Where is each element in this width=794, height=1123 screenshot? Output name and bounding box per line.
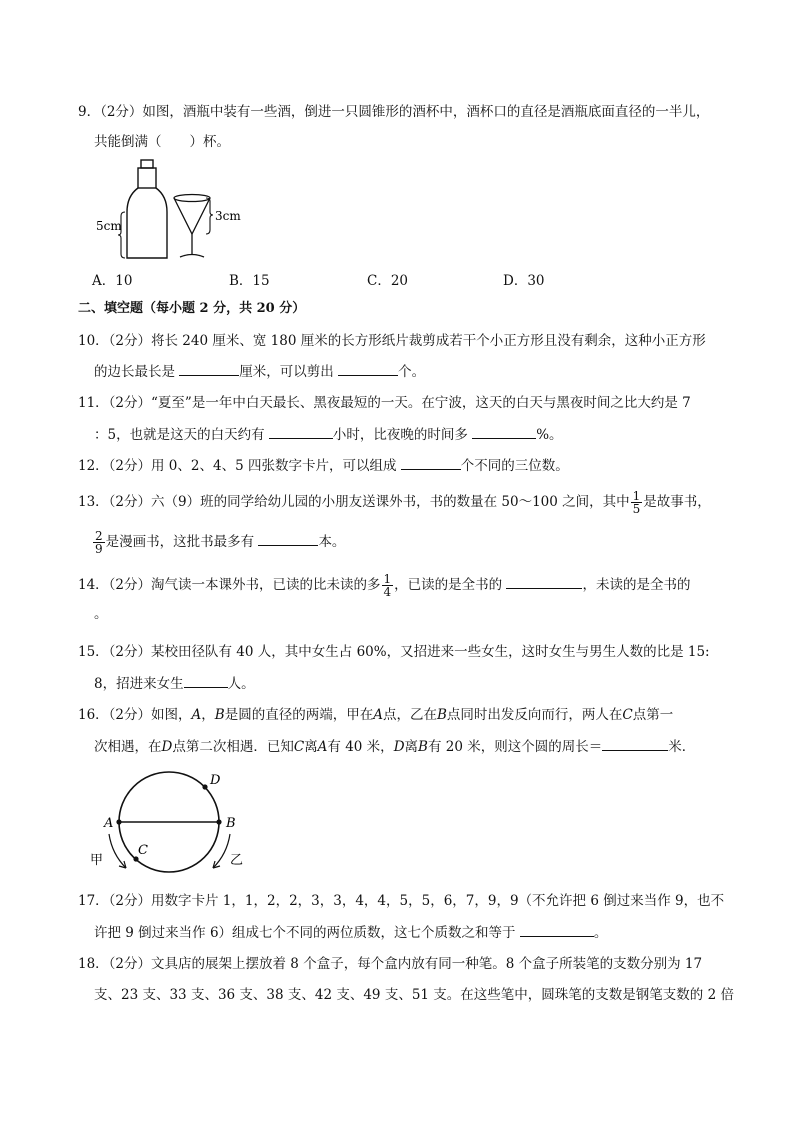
- cone-cup-shape: [174, 195, 210, 258]
- point-b-dot: [216, 819, 221, 824]
- q14-line1: 14．（2分）淘气读一本课外书，已读的比未读的多 $\frac{1}{4}$ ，已读的是全书的 ，未读的是全书的: [78, 572, 691, 599]
- q10-blank-1[interactable]: [179, 362, 239, 376]
- label-b: B: [226, 816, 236, 831]
- q11-line1: 11．（2分）“夏至”是一年中白天最长、黑夜最短的一天。在宁波，这天的白天与黑夜时间之比大约是 7: [78, 395, 691, 411]
- q10-blank-2[interactable]: [338, 362, 398, 376]
- q10-line1: 10．（2分）将长 240 厘米、宽 180 厘米的长方形纸片裁剪成若干个小正方形且没有剩余，这种小正方形: [78, 333, 706, 349]
- q10-line2: 的边长最长是 厘米，可以剪出 个。: [94, 364, 426, 380]
- circle-figure: [88, 764, 258, 874]
- q18-line2: 支、23 支、33 支、36 支、38 支、42 支、49 支、51 支。在这些笔中，圆珠笔的支数是钢笔支数的 2 倍: [94, 987, 734, 1003]
- q11-blank-1[interactable]: [269, 425, 333, 439]
- q17-line1: 17．（2分）用数字卡片 1，1，2，2，3，3，4，4，5，5，6，7，9，9（不允许把 6 倒过来当作 9，也不: [78, 893, 725, 909]
- bottle-shape: [127, 160, 167, 258]
- q12-blank[interactable]: [401, 456, 461, 470]
- q9-line1: 9．（2分）如图，酒瓶中装有一些酒，倒进一只圆锥形的酒杯中，酒杯口的直径是酒瓶底面直径的一半儿，: [78, 104, 710, 120]
- q15-line1: 15．（2分）某校田径队有 40 人，其中女生占 60%，又招进来一些女生，这时女生与男生人数的比是 15:: [78, 644, 710, 660]
- point-d-dot: [202, 784, 207, 789]
- label-c: C: [138, 843, 148, 858]
- q17-blank[interactable]: [520, 923, 594, 937]
- q14-line2: 。: [94, 606, 108, 622]
- q13-line2: $\frac{2}{9}$ 是漫画书，这批书最多有 本。: [95, 529, 346, 556]
- q12-line1: 12．（2分）用 0、2、4、5 四张数字卡片，可以组成 个不同的三位数。: [78, 458, 569, 474]
- bottle-height-label: 5cm: [96, 219, 122, 233]
- fraction-one-quarter: $\frac{1}{4}$: [383, 572, 392, 599]
- label-jia: 甲: [90, 853, 104, 868]
- q11-line2: ：5，也就是这天的白天约有 小时，比夜晚的时间多 %。: [94, 427, 563, 443]
- q13-blank[interactable]: [258, 532, 318, 546]
- q16-line2: 次相遇，在D点第二次相遇．已知C离A有 40 米，D离B有 20 米，则这个圆的周长＝ 米．: [94, 739, 696, 755]
- label-d: D: [210, 773, 221, 788]
- q9-choice-d: D．30: [503, 273, 545, 289]
- q9-choice-b: B．15: [229, 273, 270, 289]
- q9-choice-c: C．20: [367, 273, 409, 289]
- cup-height-label: 3cm: [215, 209, 241, 223]
- q15-blank[interactable]: [184, 674, 228, 688]
- label-a: A: [104, 816, 114, 831]
- q16-blank[interactable]: [602, 737, 668, 751]
- arrow-jia-path: [109, 834, 126, 868]
- bottle-and-cup-figure: [92, 158, 252, 260]
- fraction-two-ninths: $\frac{2}{9}$: [95, 529, 103, 556]
- fraction-one-fifth: $\frac{1}{5}$: [632, 489, 641, 516]
- q16-line1: 16．（2分）如图，A，B是圆的直径的两端，甲在A点，乙在B点同时出发反向而行，两人在C点第一: [78, 707, 674, 723]
- label-yi: 乙: [230, 853, 244, 868]
- section-2-title: 二、填空题（每小题 2 分，共 20 分）: [78, 301, 306, 316]
- point-a-dot: [116, 819, 121, 824]
- q11-blank-2[interactable]: [472, 425, 536, 439]
- q15-line2: 8，招进来女生 人。: [94, 676, 255, 692]
- q13-line1: 13．（2分）六（9）班的同学给幼儿园的小朋友送课外书，书的数量在 50～100 之间，其中 $\frac{1}{5}$ 是故事书，: [78, 489, 711, 516]
- q9-line2: 共能倒满（ ）杯。: [94, 134, 230, 150]
- q14-blank-1[interactable]: [506, 575, 582, 589]
- q9-choice-a: A．10: [92, 273, 133, 289]
- q17-line2: 许把 9 倒过来当作 6）组成七个不同的两位质数，这七个质数之和等于 。: [94, 925, 608, 941]
- q18-line1: 18．（2分）文具店的展架上摆放着 8 个盒子，每个盒内放有同一种笔。8 个盒子所装笔的支数分别为 17: [78, 956, 703, 972]
